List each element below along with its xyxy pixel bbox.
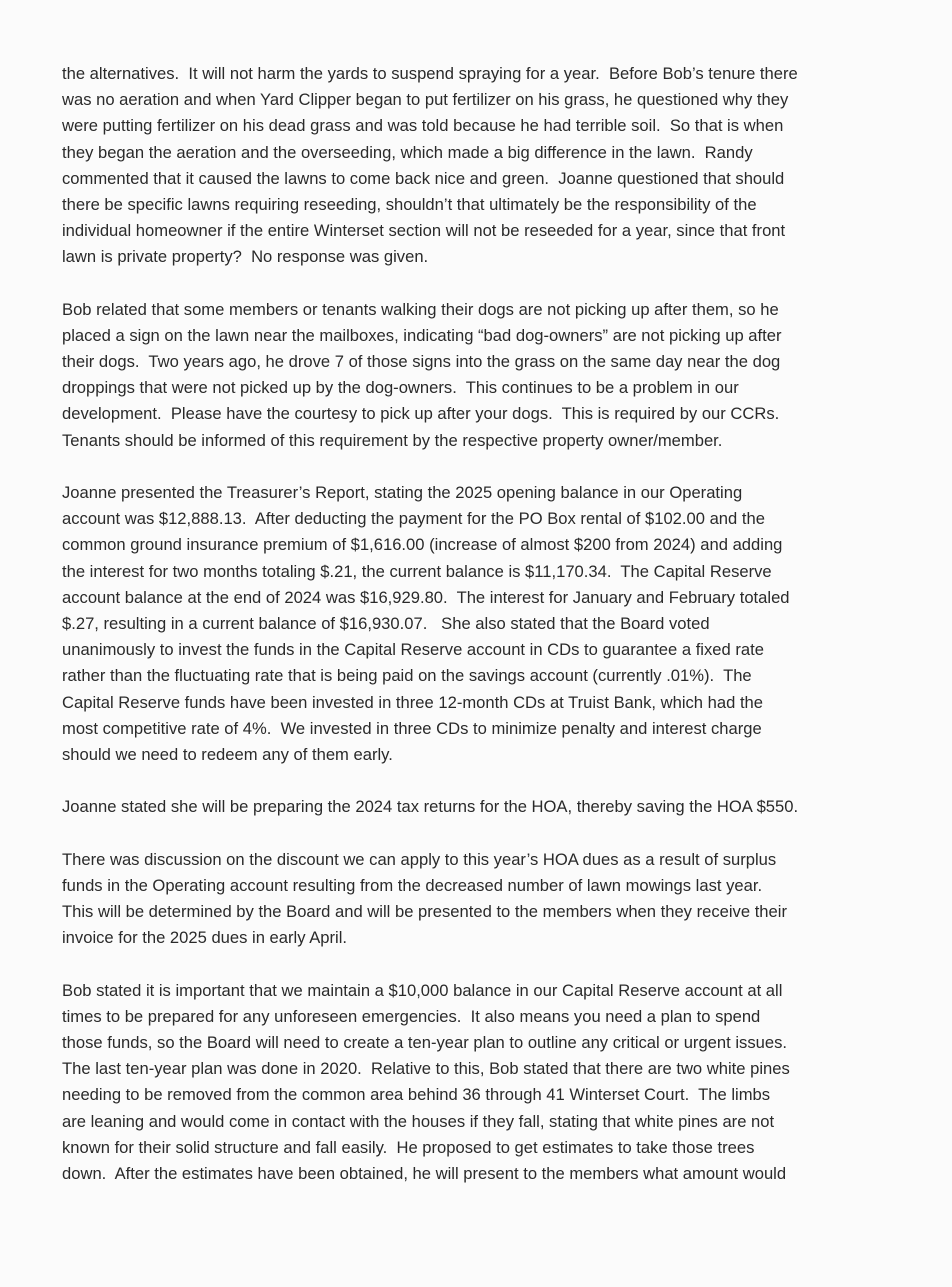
text-line: there be specific lawns requiring reseeding, shouldn’t that ultimately be the responsibility of the [62, 194, 757, 214]
text-line: were putting fertilizer on his dead grass and was told because he had terrible soil. So that is when [62, 116, 784, 136]
text-line: individual homeowner if the entire Winterset section will not be reseeded for a year, since that front [62, 221, 786, 241]
text-line: Capital Reserve funds have been invested in three 12-month CDs at Truist Bank, which had the [62, 692, 764, 712]
text-line: Bob related that some members or tenants walking their dogs are not picking up after them, so he [62, 299, 779, 319]
text-line: the alternatives. It will not harm the yards to suspend spraying for a year. Before Bob’s tenure there [62, 64, 798, 83]
text-line: The last ten-year plan was done in 2020. Relative to this, Bob stated that there are two white pines [62, 1059, 790, 1079]
paragraph [62, 297, 922, 454]
text-line: their dogs. Two years ago, he drove 7 of those signs into the grass on the same day near the dog [62, 352, 781, 372]
text-line: account was $12,888.13. After deducting the payment for the PO Box rental of $102.00 and the [62, 509, 765, 529]
text-line: should we need to redeem any of them early. [62, 744, 393, 764]
text-line: they began the aeration and the overseeding, which made a big difference in the lawn. Randy [62, 142, 753, 162]
paragraph-spacer [62, 820, 922, 846]
paragraph [62, 61, 922, 271]
text-line: Joanne presented the Treasurer’s Report, stating the 2025 opening balance in our Operating [62, 483, 743, 502]
paragraph [62, 480, 922, 768]
paragraph [62, 978, 922, 1188]
text-line: common ground insurance premium of $1,616.00 (increase of almost $200 from 2024) and adding [62, 535, 783, 555]
paragraph-spacer [62, 454, 922, 480]
text-line: This will be determined by the Board and will be presented to the members when they receive their [62, 902, 787, 921]
text-line: those funds, so the Board will need to create a ten-year plan to outline any critical or urgent issues. [62, 1032, 788, 1052]
text-line: rather than the fluctuating rate that is being paid on the savings account (currently .01%). The [62, 666, 752, 686]
text-line: invoice for the 2025 dues in early April. [62, 928, 348, 948]
text-line: times to be prepared for any unforeseen emergencies. It also means you need a plan to spend [62, 1006, 761, 1026]
text-line: Tenants should be informed of this requirement by the respective property owner/member. [62, 430, 723, 450]
text-line: unanimously to invest the funds in the Capital Reserve account in CDs to guarantee a fixed rate [62, 640, 764, 660]
text-line: known for their solid structure and fall easily. He proposed to get estimates to take those trees [62, 1137, 755, 1157]
paragraph [62, 847, 922, 952]
text-line: development. Please have the courtesy to pick up after your dogs. This is required by our CCRs. [62, 404, 780, 424]
text-line: most competitive rate of 4%. We invested in three CDs to minimize penalty and interest charge [62, 718, 762, 738]
paragraph-spacer [62, 768, 922, 794]
text-line: down. After the estimates have been obtained, he will present to the members what amount would [62, 1163, 787, 1183]
text-line: lawn is private property? No response was given. [62, 247, 429, 267]
text-line: Bob stated it is important that we maintain a $10,000 balance in our Capital Reserve account at all [62, 980, 783, 1000]
text-line: Joanne stated she will be preparing the 2024 tax returns for the HOA, thereby saving the HOA $550. [62, 797, 799, 817]
text-line: droppings that were not picked up by the dog-owners. This continues to be a problem in our [62, 378, 739, 398]
text-line: There was discussion on the discount we can apply to this year’s HOA dues as a result of surplus [62, 849, 777, 869]
text-line: $.27, resulting in a current balance of $16,930.07. She also stated that the Board voted [62, 613, 710, 633]
text-line: was no aeration and when Yard Clipper began to put fertilizer on his grass, he questioned why they [62, 90, 789, 110]
text-line: funds in the Operating account resulting from the decreased number of lawn mowings last year. [62, 875, 763, 895]
paragraph [62, 794, 922, 820]
text-line: commented that it caused the lawns to come back nice and green. Joanne questioned that should [62, 168, 785, 188]
text-line: the interest for two months totaling $.21, the current balance is $11,170.34. The Capital Reserve [62, 561, 772, 581]
paragraph-spacer [62, 951, 922, 977]
paragraph-spacer [62, 271, 922, 297]
text-line: needing to be removed from the common area behind 36 through 41 Winterset Court. The limbs [62, 1085, 771, 1105]
document-body [62, 61, 922, 1187]
text-line: are leaning and would come in contact with the houses if they fall, stating that white pines are not [62, 1111, 775, 1131]
text-line: placed a sign on the lawn near the mailboxes, indicating “bad dog-owners” are not picking up after [62, 325, 782, 345]
text-line: account balance at the end of 2024 was $16,929.80. The interest for January and February totaled [62, 587, 790, 607]
